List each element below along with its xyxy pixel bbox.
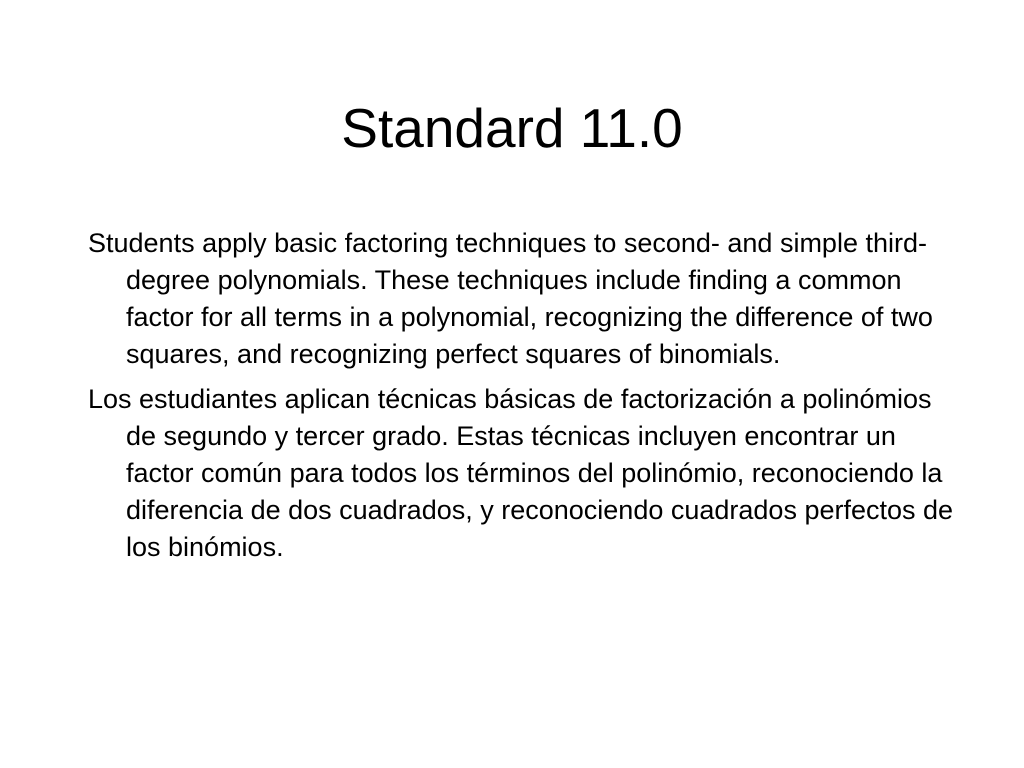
slide-title: Standard 11.0	[341, 97, 683, 159]
paragraph-english: Students apply basic factoring techniques to second- and simple third-degree polynomials. These techniques include finding a common factor for all terms in a polynomial, recognizing the difference of two squares, and recognizing perfect squares of binomials.	[88, 228, 933, 369]
paragraph-spanish: Los estudiantes aplican técnicas básicas de factorización a polinómios de segundo y tercer grado. Estas técnicas incluyen encontrar un factor común para todos los términos del polinómio, reconociendo la diferencia de dos cuadrados, y reconociendo cuadrados perfectos de los binómios.	[88, 384, 954, 562]
slide-body	[88, 225, 958, 574]
